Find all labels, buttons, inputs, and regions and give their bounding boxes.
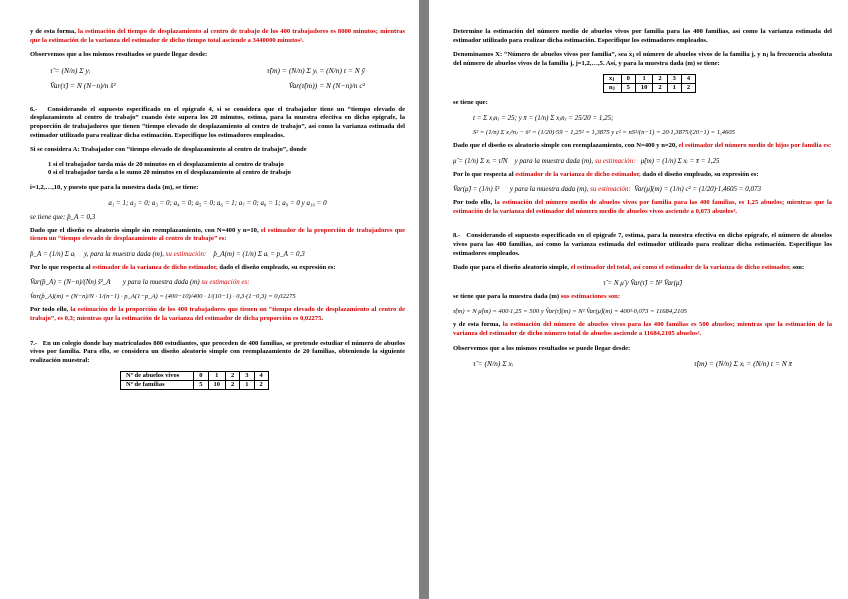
paragraph: Observemos que a los mismos resultados se puede llegar desde: (30, 51, 208, 59)
paragraph: Por todo ello, la estimación de la proporción de los 400 trabajadores que tienen un “tiempo elevado de desplazamiento al centro de trabajo”, es 0,3; mientras que la estimación de la varianza del estimador de dicha proporción es 0,02275. (30, 306, 405, 322)
formula-row: p̂_A = (1/n) Σ aᵢ y, para la muestra dada (m), su estimación: p̂_A(m) = (1/n) Σ aᵢ = p_A = 0,3 (30, 249, 305, 258)
formula: a₁ = 1; a₂ = 0; a₃ = 0; a₄ = 0; a₅ = 0; a₆ = 1; a₇ = 0; a₈ = 1; a₉ = 0 y a₁₀ = 0 (108, 198, 327, 207)
paragraph: Dado que el diseño es aleatorio simple sin reemplazamiento, con N=400 y n=10, el estimador de la proporción de trabajadores que tienen un “tiempo elevado de desplazamiento al centro de trabajo” es: (30, 226, 405, 243)
table-row: xⱼ 0 1 2 3 4 (604, 75, 696, 84)
table-row: Nº de abuelos vivos 0 1 2 3 4 (121, 372, 269, 381)
paragraph: Por lo que respecta al estimador de la varianza de dicho estimador, dado el diseño empleado, su expresión es: (30, 263, 336, 271)
formula: V̂ar(τ̂(m)) = N (N−n)/n c² (288, 80, 365, 90)
formula-row: V̂ar(μ̂) = (1/n) ŝ² y para la muestra dada (m), su estimación: V̂ar(μ̂)(m) = (1/n) c² = (1/20)·1,4605 = 0,073 (453, 185, 761, 194)
piecewise-definition: 1 si el trabajador tarda más de 20 minutos en el desplazamiento al centro de trabajo 0 si el trabajador tarda a lo sumo 20 minutos en el desplazamiento al centro de trabajo (48, 160, 291, 177)
paragraph: y de esta forma, la estimación del número de abuelos vivos para las 400 familias es 500 abuelos; mientras que la estimación de la varianza del estimador de dicho número total de abuelos asciende a 11684,2105 abuelos². (453, 321, 832, 337)
formula-row: μ̂ = (1/n) Σ xᵢ = τ̂/N y para la muestra dada (m), su estimación: μ̂(m) = (1/n) Σ xᵢ = x̄ = 1,25 (453, 156, 720, 165)
exercise-8: 8.- Considerando el supuesto especificado en el epígrafe 7, estima, para la muestra efectiva en dicho epígrafe, el número de abuelos vivos para las 400 familias, así como la varianza estimada del estimador utilizado para realizar dicha estimación. Especifique los estimadores empleados. (453, 232, 832, 257)
page-gutter (419, 0, 429, 599)
paragraph: Por todo ello, la estimación del número medio de abuelos vivos por familia para las 400 familias, es 1,25 abuelos; mientras que la estimación de la varianza del estimador del número medio de abuelos vivos asciende a 0,073 abuelos². (453, 199, 832, 215)
exercise-7: 7.- En un colegio donde hay matriculados 800 estudiantes, que proceden de 400 familias, se pretende estudiar el número de abuelos vivos por familia. Para ello, se considera un diseño aleatorio simple con reemplazamiento de 20 familias, obteniendo la siguiente realización muestral: (30, 339, 405, 364)
data-table (120, 371, 269, 390)
formula-row (453, 359, 832, 368)
formula: τ̂ = (N/n) Σ xᵢ (473, 359, 514, 369)
exercise-6: 6.- Considerando el supuesto especificado en el epígrafe 4, si se considera que el trabajador tiene un “tiempo elevado de desplazamiento al centro de trabajo” cuando éste supera los 20 minutos, estima, para la muestra efectiva en dicho epígrafe, la proporción de trabajadores que tienen “tiempo elevado de desplazamiento al centro de trabajo”, así como la varianza estimada del estimador utilizado para realizar dicha estimación. Especifique los estimadores empleados. (30, 105, 406, 139)
formula: τ̂ = (N/n) Σ yᵢ (50, 65, 91, 75)
paragraph: y de esta forma, la estimación del tiempo de desplazamiento al centro de trabajo de los 400 trabajadores es 8000 minutos; mientras que la estimación de la varianza del estimador de dicho tiempo total asciende a 3440000 minutos². (30, 28, 406, 44)
paragraph: Dado que para el diseño aleatorio simple, el estimador del total, así como el estimador de la varianza de dicho estimador, son: (453, 264, 805, 272)
table-row: nⱼ 5 10 2 1 2 (604, 84, 696, 93)
formula-row (30, 81, 405, 90)
formula: τ̂(m) = (N/n) Σ xᵢ = (N/n) t = N x̄ (693, 359, 792, 369)
paragraph: Dado que el diseño es aleatorio simple con reemplazamiento, con N=400 y n=20, el estimador del número medio de hijos por familia es: (453, 141, 832, 149)
formula-row: V̂ar(p̂_A) = (N−n)/(Nn) ŝ²_A y para la muestra dada (m) su estimación es: (30, 278, 250, 287)
formula: τ̂(m) = (N/n) Σ yᵢ = (N/n) t = N ȳ (266, 65, 365, 75)
table-row: Nº de familias 5 10 2 1 2 (121, 381, 269, 390)
formula: V̂ar(p̂_A)(m) = (N−n)/N · 1/(n−1) · p_A(1−p_A) = (400−10)/400 · 1/(10−1) · 0,3·(1−0,3) = 0,02275 (30, 293, 296, 301)
paragraph: Observemos que a los mismos resultados se puede llegar desde: (453, 344, 631, 352)
formula-row (30, 66, 405, 75)
data-table (603, 74, 696, 93)
formula: S² = (1/n) Σ xⱼ²nⱼ − x̄² = (1/20)·59 − 1,25² = 1,3875 y c² = nS²/(n−1) = 20·1,3875/(20−1) = 1,4605 (473, 128, 735, 136)
formula: se tiene que: p̂_A = 0,3 (30, 212, 96, 221)
formula: t = Σ xⱼnⱼ = 25; y x̄ = (1/n) Σ xⱼnⱼ = 25/20 = 1,25; (473, 113, 614, 122)
paragraph: Por lo que respecta al estimador de la varianza de dicho estimador, dado el diseño empleado, su expresión es: (453, 170, 759, 178)
formula: V̂ar(τ̂) = N (N−n)/n ŝ² (50, 80, 116, 90)
paragraph: i=1,2,…,10, y puesto que para la muestra dada (m), se tiene: (30, 183, 199, 191)
document-page-left (0, 0, 419, 599)
paragraph: se tiene que: (453, 99, 488, 107)
formula: τ̂ = N μ̂ y V̂ar(τ̂) = N² V̂ar(μ̂) (603, 278, 682, 287)
paragraph: se tiene que para la muestra dada (m) sus estimaciones son: (453, 292, 621, 300)
paragraph: Determine la estimación del número medio de abuelos vivos por familia para las 400 familias, así como la varianza estimada del estimador utilizado para realizar dicha estimación. Especifique los estimadores empleados. (453, 28, 832, 44)
formula: τ̂(m) = N μ̂(m) = 400·1,25 = 500 y V̂ar(τ̂)(m) = N² V̂ar(μ̂)(m) = 400²·0,073 = 11684,2105 (453, 308, 687, 316)
document-page-right (429, 0, 848, 599)
paragraph: Si se considera A: Trabajador con “tiempo elevado de desplazamiento al centro de trabajo”, donde (30, 146, 307, 154)
paragraph: Denominamos X: “Número de abuelos vivos por familia”, sea xⱼ el número de abuelos vivos de la familia j, y nⱼ la frecuencia absoluta del número de abuelos vivos de la familia j, j=1,2,…,5. Así, y para la muestra dada (m) se tiene: (453, 51, 832, 67)
